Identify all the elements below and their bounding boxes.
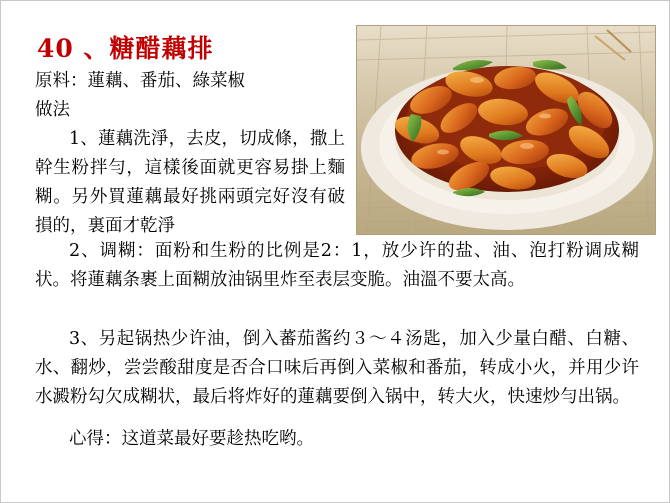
dish-photo bbox=[356, 25, 656, 235]
step-3-text: 3、另起锅热少许油，倒入蕃茄酱约３～４汤匙，加入少量白醋、白糖、水、翻炒，尝尝酸甜度是否合口味后再倒入菜椒和番茄，转成小火，并用少许水澱粉勾欠成糊状，最后将炸好的蓮藕要倒入锅中，转大火，快速炒勻出锅。 bbox=[35, 329, 639, 407]
note-text: 心得：这道菜最好要趁热吃哟。 bbox=[69, 429, 314, 449]
step-2-text: 2、调糊：面粉和生粉的比例是2：1，放少许的盐、油、泡打粉调成糊状。将蓮藕条裹上面糊放油锅里炸至表层变脆。油溫不要太高。 bbox=[35, 241, 639, 290]
ingredients-line: 原料：蓮藕、番茄、綠菜椒 bbox=[35, 71, 245, 91]
step-1-text: 1、蓮藕洗淨，去皮，切成條，撒上幹生粉拌勻，這樣後面就更容易掛上麵糊。另外買蓮藕最好挑兩頭完好沒有破損的，裏面才乾淨 bbox=[35, 129, 345, 236]
method-label: 做法 bbox=[35, 100, 70, 120]
dish-photo-graphic bbox=[357, 26, 655, 234]
page-title: 40 、糖醋藕排 bbox=[37, 34, 214, 63]
